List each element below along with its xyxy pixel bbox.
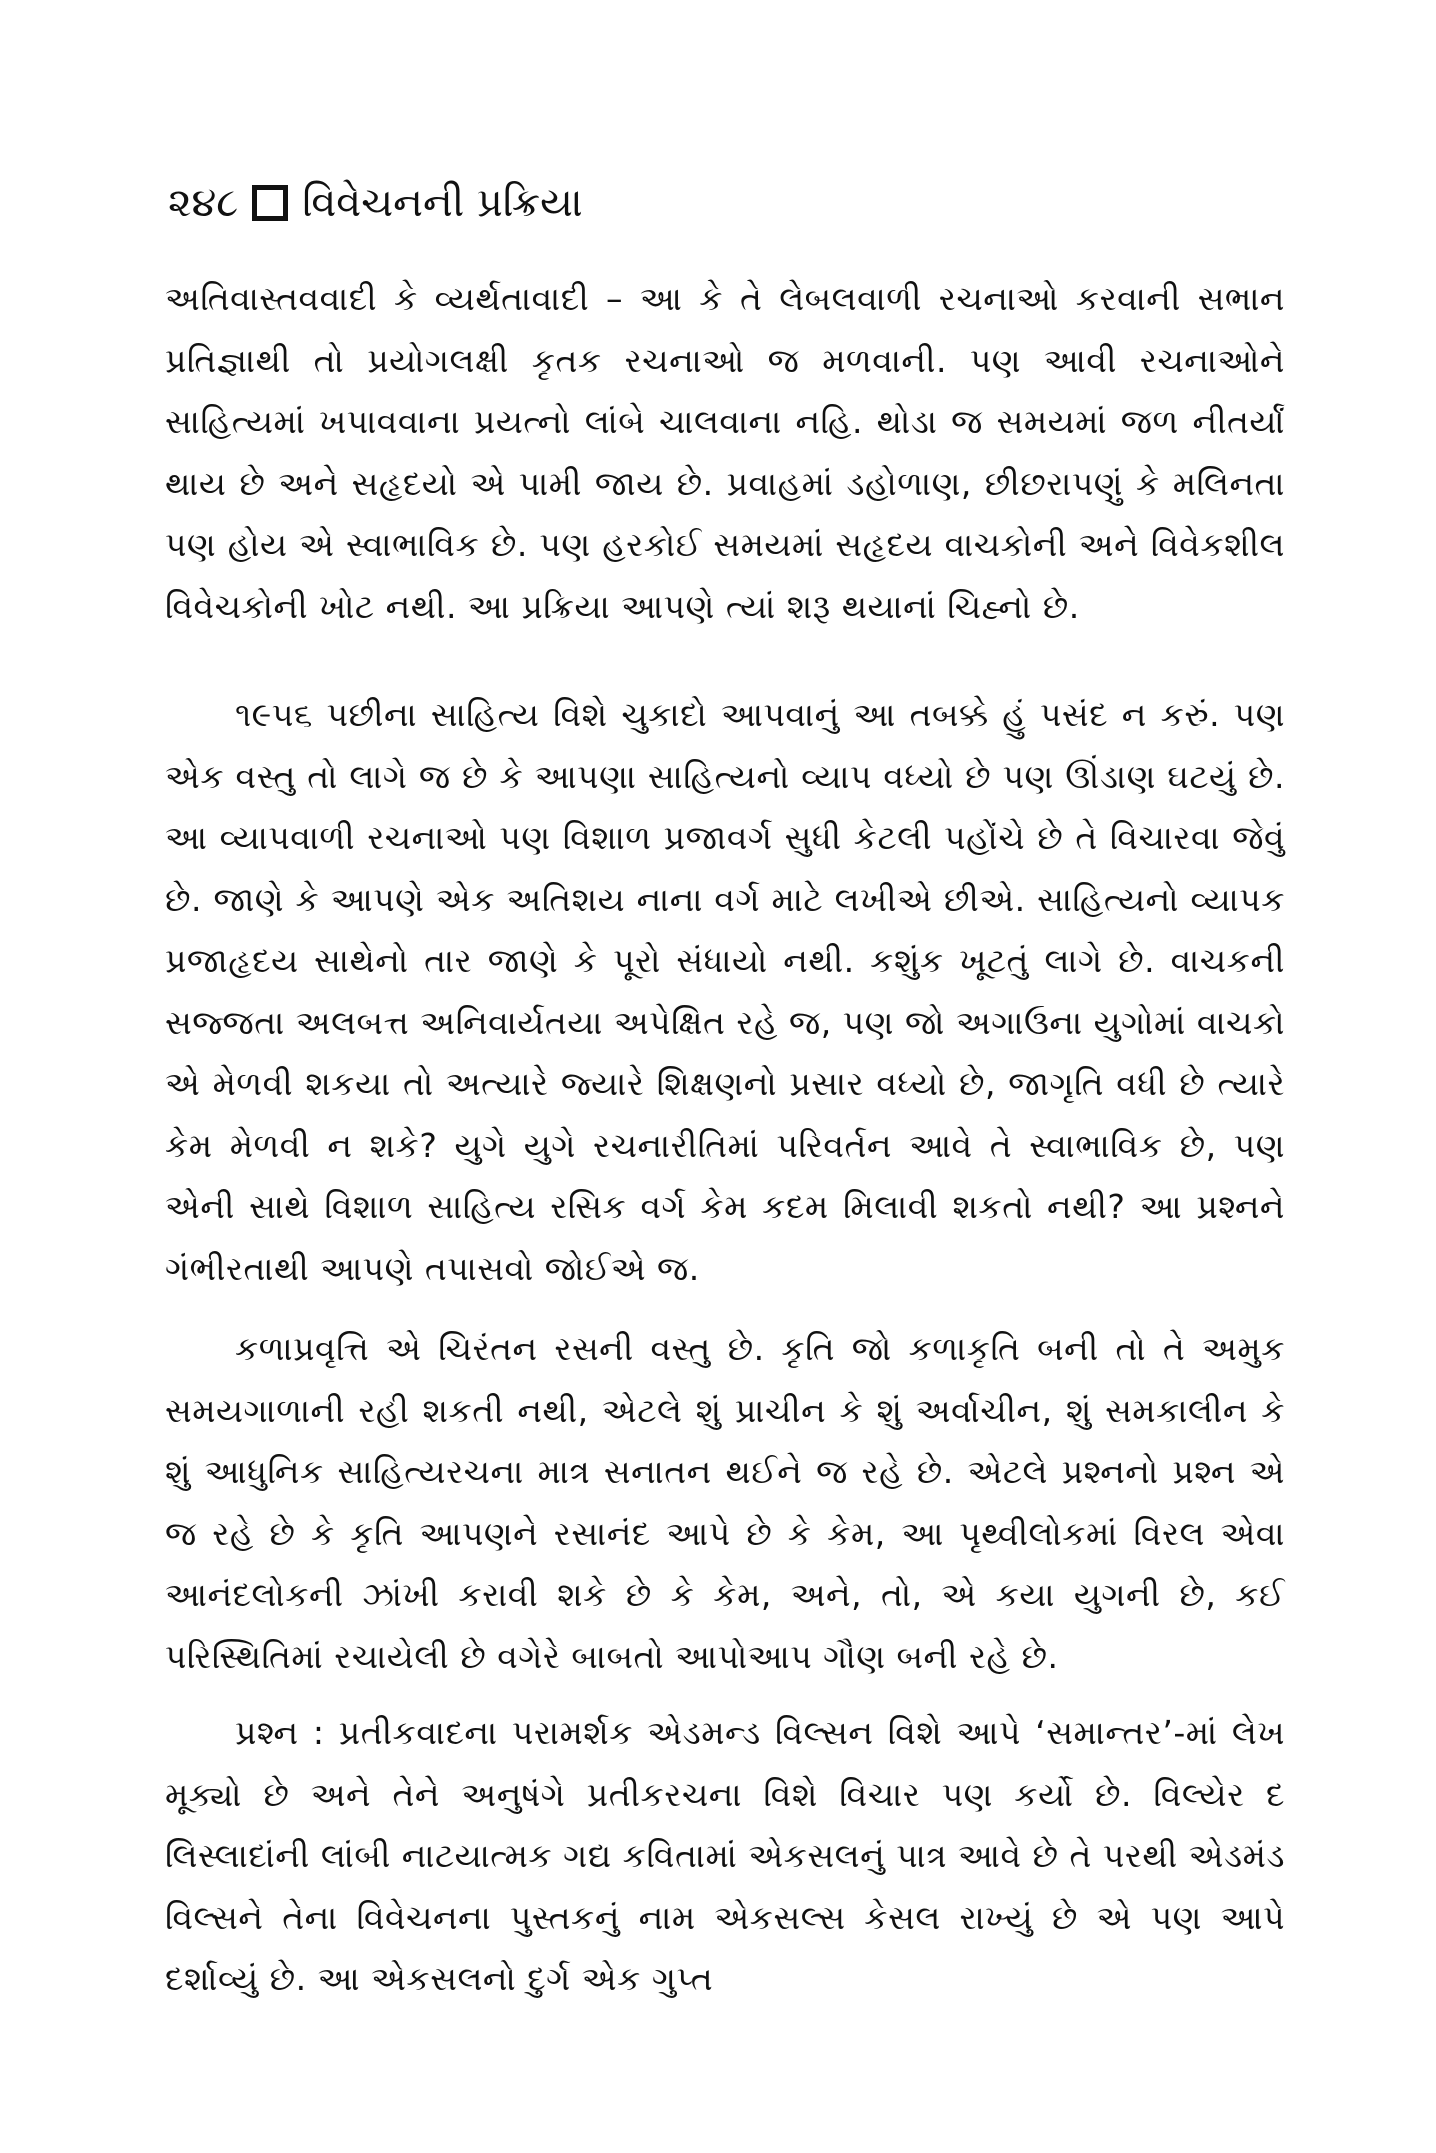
running-header <box>168 178 583 228</box>
page-number: ૨૪૮ <box>168 180 239 226</box>
paragraph-1: અતિવાસ્તવવાદી કે વ્યર્થતાવાદી – આ કે તે લેબલવાળી રચનાઓ કરવાની સભાન પ્રતિજ્ઞાથી તો પ્રયોગલક્ષી કૃતક રચનાઓ જ મળવાની. પણ આવી રચનાઓને સાહિત્યમાં ખપાવવાના પ્રયત્નો લાંબે ચાલવાના નહિ. થોડા જ સમયમાં જળ નીતર્યાં થાય છે અને સહૃદયો એ પામી જાય છે. પ્રવાહમાં ડહોળાણ, છીછરાપણું કે મલિનતા પણ હોય એ સ્વાભાવિક છે. પણ હરકોઈ સમયમાં સહૃદય વાચકોની અને વિવેકશીલ વિવેચકોની ખોટ નથી. આ પ્રક્રિયા આપણે ત્યાં શરૂ થયાનાં ચિહ્નો છે. <box>165 279 1285 626</box>
paragraph-2: ૧૯૫૬ પછીના સાહિત્ય વિશે ચુકાદો આપવાનું આ તબક્કે હું પસંદ ન કરું. પણ એક વસ્તુ તો લાગે જ છે કે આપણા સાહિત્યનો વ્યાપ વધ્યો છે પણ ઊંડાણ ઘટયું છે. આ વ્યાપવાળી રચનાઓ પણ વિશાળ પ્રજાવર્ગ સુધી કેટલી પહોંચે છે તે વિચારવા જેવું છે. જાણે કે આપણે એક અતિશય નાના વર્ગ માટે લખીએ છીએ. સાહિત્યનો વ્યાપક પ્રજાહૃદય સાથેનો તાર જાણે કે પૂરો સંધાયો નથી. કશુંક ખૂટતું લાગે છે. વાચકની સજ્જતા અલબત્ત અનિવાર્યતયા અપેક્ષિત રહે જ, પણ જો અગાઉના યુગોમાં વાચકો એ મેળવી શકયા તો અત્યારે જ્યારે શિક્ષણનો પ્રસાર વધ્યો છે, જાગૃતિ વધી છે ત્યારે કેમ મેળવી ન શકે? યુગે યુગે રચનારીતિમાં પરિવર્તન આવે તે સ્વાભાવિક છે, પણ એની સાથે વિશાળ સાહિત્ય રસિક વર્ગ કેમ કદમ મિલાવી શકતો નથી? આ પ્રશ્નને ગંભીરતાથી આપણે તપાસવો જોઈએ જ. <box>165 695 1285 1288</box>
square-box-icon <box>252 185 288 221</box>
paragraph-3: કળાપ્રવૃત્તિ એ ચિરંતન રસની વસ્તુ છે. કૃતિ જો કળાકૃતિ બની તો તે અમુક સમયગાળાની રહી શકતી નથી, એટલે શું પ્રાચીન કે શું અર્વાચીન, શું સમકાલીન કે શું આધુનિક સાહિત્યરચના માત્ર સનાતન થઈને જ રહે છે. એટલે પ્રશ્નનો પ્રશ્ન એ જ રહે છે કે કૃતિ આપણને રસાનંદ આપે છે કે કેમ, આ પૃથ્વીલોકમાં વિરલ એવા આનંદલોકની ઝાંખી કરાવી શકે છે કે કેમ, અને, તો, એ કયા યુગની છે, કઈ પરિસ્થિતિમાં રચાયેલી છે વગેરે બાબતો આપોઆપ ગૌણ બની રહે છે. <box>165 1329 1285 1676</box>
paragraph-4: પ્રશ્ન : પ્રતીકવાદના પરામર્શક એડમન્ડ વિલ્સન વિશે આપે ‘સમાન્તર’-માં લેખ મૂક્યો છે અને તેને અનુષંગે પ્રતીકરચના વિશે વિચાર પણ કર્યો છે. વિલ્યેર દ લિસ્લાદાંની લાંબી નાટયાત્મક ગદ્ય કવિતામાં એકસલનું પાત્ર આવે છે તે પરથી એડમંડ વિલ્સને તેના વિવેચનના પુસ્તકનું નામ એકસલ્સ કેસલ રાખ્યું છે એ પણ આપે દર્શાવ્યું છે. આ એકસલનો દુર્ગ એક ગુપ્ત <box>165 1713 1285 1998</box>
running-title: વિવેચનની પ્રક્રિયા <box>302 180 583 226</box>
